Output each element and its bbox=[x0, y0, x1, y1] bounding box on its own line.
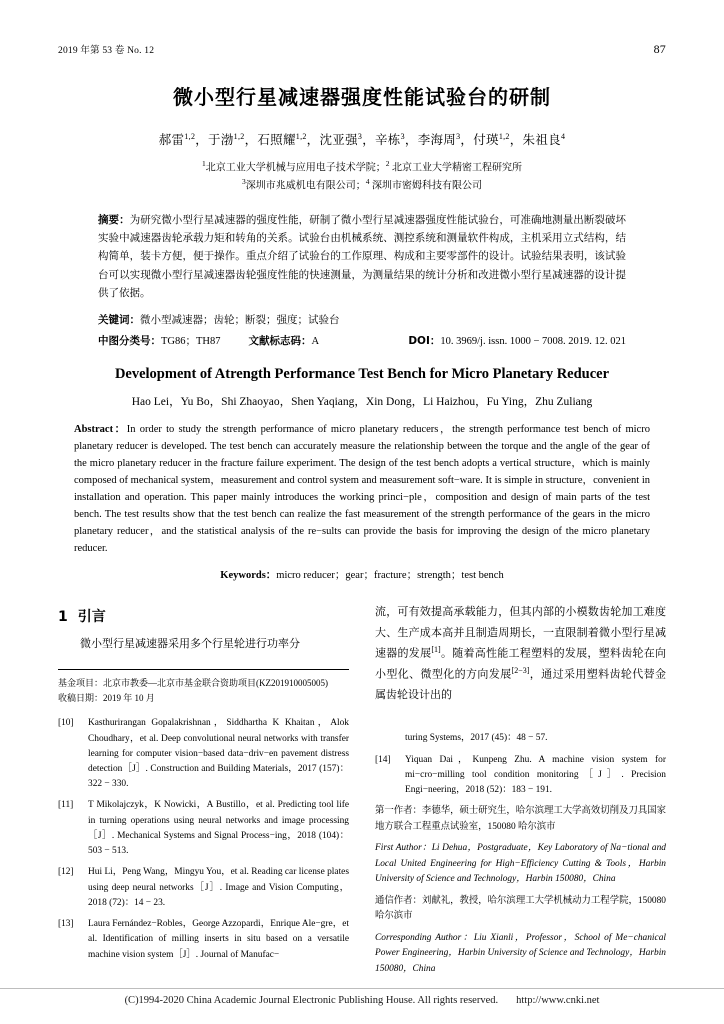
reference-item bbox=[375, 731, 666, 746]
reference-item bbox=[375, 753, 666, 799]
received-date: 收稿日期：2019 年 10 月 bbox=[58, 693, 155, 704]
cnki-url[interactable]: http://www.cnki.net bbox=[516, 995, 600, 1006]
corresponding-author-note-cn: 通信作者：刘献礼，教授，哈尔滨理工大学机械动力工程学院，150080 哈尔滨市 bbox=[375, 895, 666, 922]
keywords-en bbox=[74, 567, 650, 582]
two-column-body bbox=[58, 602, 666, 983]
reference-tag: [10] bbox=[58, 718, 74, 729]
footer bbox=[0, 988, 724, 1006]
page-number: 87 bbox=[653, 42, 666, 56]
section-heading bbox=[58, 606, 349, 626]
reference-tag: [13] bbox=[58, 919, 74, 930]
doi-value: 10. 3969/j. issn. 1000 − 7008. 2019. 12. 021 bbox=[440, 336, 626, 348]
doi-label: DOI： bbox=[408, 335, 441, 348]
reference-item bbox=[58, 716, 349, 792]
corresponding-author-note-en: Corresponding Author：Liu Xianli，Professor，School of Me−chanical Power Engineering，Harbin University of Science and Technology，Harbin 150080，China bbox=[375, 932, 666, 974]
clc-group bbox=[98, 333, 221, 348]
running-head bbox=[58, 42, 666, 57]
copyright-text: (C)1994-2020 China Academic Journal Electronic Publishing House. All rights reserved. bbox=[124, 995, 499, 1006]
reference-text: T Mikolajczyk，K Nowicki，A Bustillo，et al. Predicting tool life in turning operations using neural networks and image processing［J］. Mechanical Systems and Signal Process−ing，2018 (104)：503 − 513. bbox=[88, 800, 349, 857]
first-author-note-en: First Author：Li Dehua，Postgraduate，Key Laboratory of Na−tional and Local United Engineering for High−Efficiency Cutting & Tools，Harbin University of Science and Technology，Harbin 150080，China bbox=[375, 843, 666, 885]
footer-divider bbox=[0, 988, 724, 989]
abstract-en bbox=[74, 421, 650, 557]
references-left bbox=[58, 716, 349, 963]
reference-item bbox=[58, 917, 349, 963]
reference-text: Laura Fernández−Robles，George Azzopardi，Enrique Ale−gre，et al. Identification of milling inserts in situ based on a versatile machine vision system［J］. Journal of Manufac− bbox=[88, 919, 349, 960]
doi-group bbox=[408, 333, 626, 348]
abstract-en-text: In order to study the strength performance of micro planetary reducers，the strength performance test bench of micro planetary reducer is developed. The test bench can accurately measure the relationship between the torque and the angle of the gear of the micro planetary reducer in the fracture failure experiment. The design of the test bench adopts a vertical structure，which is mainly composed of mechanical system，measurement and control system and measurement soft−ware. It is simple in structure，convenient in installation and operation. This paper mainly introduces the working princi−ple，composition and design of main parts of the test bench. The test results show that the test bench can realize the fast measurement of the strength performance of the gears in the micro planetary reducer，and the statistical analysis of the re−sults can provide the basis for improving the design of the micro planetary reducer. bbox=[74, 424, 651, 555]
page-title: 微小型行星减速器强度性能试验台的研制 bbox=[173, 85, 551, 109]
fund-project: 基金项目：北京市教委—北京市基金联合资助项目(KZ201910005005) bbox=[58, 677, 328, 688]
abstract-cn-label: 摘要： bbox=[98, 213, 130, 226]
section-number: 1 bbox=[58, 609, 68, 626]
doc-code-group bbox=[249, 333, 320, 348]
fund-note bbox=[58, 669, 349, 707]
column-right bbox=[375, 602, 666, 983]
page-title-en: Development of Atrength Performance Test Bench for Micro Planetary Reducer bbox=[114, 366, 610, 383]
clc-label: 中图分类号： bbox=[98, 335, 161, 348]
doc-code-label: 文献标志码： bbox=[248, 335, 312, 348]
reference-text: Kasthurirangan Gopalakrishnan，Siddhartha K Khaitan，Alok Choudhary，et al. Deep convolutional neural networks with transfer learning for computer vision−based data−driv−en pavement distress detection［J］. Construction and Building Materials，2017 (157)：322 − 330. bbox=[88, 718, 349, 790]
column-left bbox=[58, 602, 349, 983]
keywords-en-label: Keywords： bbox=[220, 570, 277, 582]
abstract-cn bbox=[98, 211, 626, 304]
references-right bbox=[375, 731, 666, 798]
reference-item bbox=[58, 798, 349, 859]
abstract-en-label: Abstract： bbox=[74, 424, 127, 436]
reference-tag: [14] bbox=[375, 754, 391, 765]
keywords-cn bbox=[98, 312, 626, 330]
reference-tag: [11] bbox=[58, 800, 74, 811]
doc-code-value: A bbox=[311, 336, 320, 348]
reference-tag bbox=[375, 731, 405, 746]
first-author-note-cn: 第一作者：李德华，硕士研究生，哈尔滨理工大学高效切削及刀具国家地方联合工程重点试验室，150080 哈尔滨市 bbox=[375, 806, 666, 832]
keywords-en-text: micro reducer；gear；fracture；strength；test bench bbox=[276, 570, 504, 582]
affiliation-line: $^3$深圳市兆威机电有限公司；$^4$ 深圳市密姆科技有限公司 bbox=[242, 177, 482, 192]
authors-en: Hao Lei，Yu Bo，Shi Zhaoyao，Shen Yaqiang，Xin Dong，Li Haizhou，Fu Ying，Zhu Zuliang bbox=[131, 396, 593, 409]
reference-tag: [12] bbox=[58, 867, 74, 878]
abstract-cn-text: 为研究微小型行星减速器的强度性能，研制了微小型行星减速器强度性能试验台，可准确地测量出断裂破坏实验中减速器齿轮承载力矩和转角的关系。试验台由机械系统、测控系统和测量软件构成，主机采用立式结构，结构简单，装卡方便，便于操作。重点介绍了试验台的工作原理、构成和主要零部件的设计。试验结果表明，该试验台可以实现微小型行星减速器齿轮强度性能的快速测量，为测量结果的统计分析和改进微小型行星减速器的设计提供了依据。 bbox=[98, 214, 627, 300]
authors-cn: 郝雷$^{1,2}$，于渤$^{1,2}$，石照耀$^{1,2}$，沈亚强$^3$，辛栋$^3$，李海周$^3$，付瑛$^{1,2}$，朱祖良$^4$ bbox=[158, 131, 566, 147]
keywords-cn-label: 关键词： bbox=[98, 313, 140, 326]
reference-text: Hui Li，Peng Wang，Mingyu You，et al. Reading car license plates using deep neural networks［J］. Image and Vision Computing，2018 (72)：14 − 23. bbox=[88, 867, 349, 908]
reference-item bbox=[58, 865, 349, 911]
reference-text: turing Systems，2017 (45)：48 − 57. bbox=[405, 733, 548, 744]
affiliations bbox=[58, 158, 666, 195]
reference-text: Yiquan Dai，Kunpeng Zhu. A machine vision system for mi−cro−milling tool condition monitoring［J］. Precision Engi−neering，2018 (52)：183 − 191. bbox=[405, 754, 666, 796]
body-paragraph-left: 微小型行星减速器采用多个行星轮进行功率分 bbox=[80, 638, 300, 651]
classification-row bbox=[98, 333, 626, 348]
affiliation-line: $^1$北京工业大学机械与应用电子技术学院；$^2$ 北京工业大学精密工程研究所 bbox=[202, 159, 522, 174]
clc-value: TG86；TH87 bbox=[161, 336, 221, 348]
keywords-cn-text: 微小型减速器；齿轮；断裂；强度；试验台 bbox=[140, 314, 340, 326]
body-paragraph-right: 流，可有效提高承载能力，但其内部的小模数齿轮加工难度大、生产成本高并且制造周期长，一直限制着微小型行星减速器的发展[1]。随着高性能工程塑料的发展，塑料齿轮在向小型化、微型化的方向发展[2−3]，通过采用塑料齿轮代替金属齿轮设计出的 bbox=[375, 606, 667, 702]
running-head-left: 2019 年第 53 卷 No. 12 bbox=[58, 46, 155, 56]
section-title: 引言 bbox=[77, 609, 106, 626]
author-notes bbox=[375, 804, 666, 977]
